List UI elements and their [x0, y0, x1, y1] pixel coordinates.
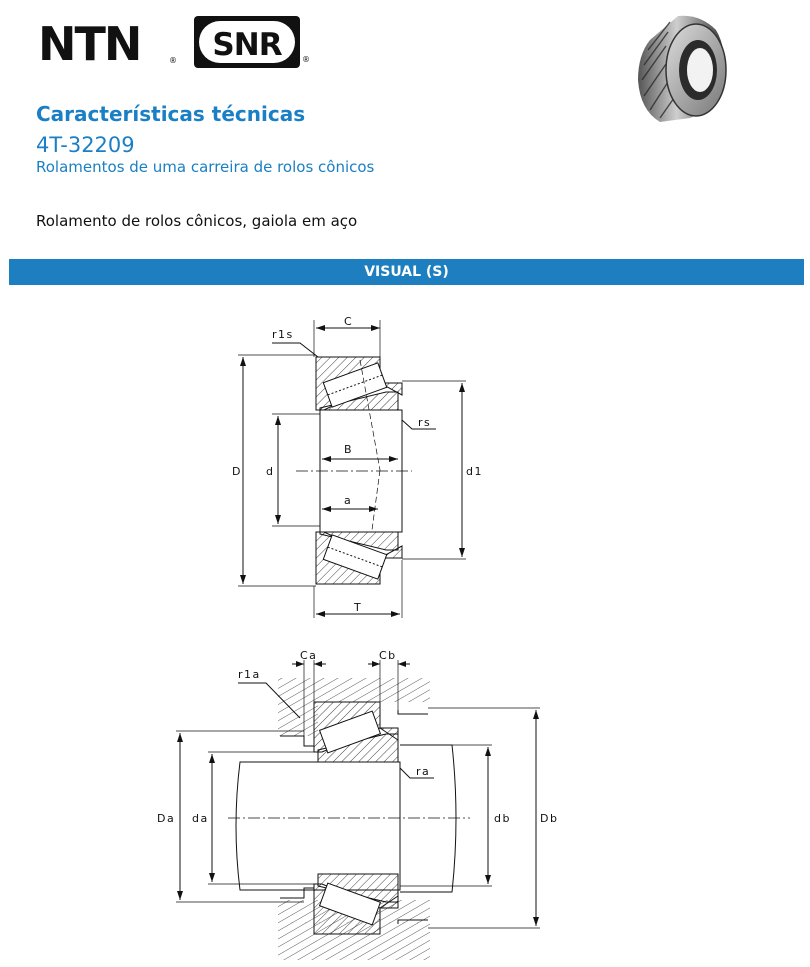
- ntn-logo: [38, 18, 178, 66]
- ntn-registered-mark: ®: [169, 56, 177, 65]
- snr-registered-mark: ®: [302, 55, 310, 64]
- section-header-visual: VISUAL (S): [9, 259, 804, 285]
- dim-label-B: B: [344, 443, 354, 456]
- dim-label-r1a: r1a: [238, 668, 261, 681]
- bearing-dimension-drawing: [0, 300, 810, 630]
- dim-label-rs: rs: [418, 416, 432, 429]
- dim-label-Cb: Cb: [379, 649, 397, 662]
- dim-label-D: D: [232, 465, 242, 478]
- dim-label-db: db: [494, 812, 511, 825]
- dim-label-Db: Db: [540, 812, 559, 825]
- dim-label-ra: ra: [416, 765, 431, 778]
- dim-label-d1: d1: [466, 465, 483, 478]
- page-title: Características técnicas: [36, 102, 306, 126]
- dim-label-T: T: [354, 601, 363, 614]
- snr-logo-text: SNR: [212, 27, 282, 63]
- ntn-logo-text: NTN: [38, 18, 141, 66]
- dim-label-Ca: Ca: [300, 649, 318, 662]
- snr-logo: [192, 14, 312, 70]
- product-reference: 4T-32209: [36, 133, 135, 157]
- dim-label-C: C: [344, 315, 354, 328]
- mounting-dimension-drawing: [0, 640, 810, 967]
- bearing-product-image: [630, 10, 730, 125]
- product-category: Rolamentos de uma carreira de rolos cônicos: [36, 158, 375, 176]
- dim-label-r1s: r1s: [272, 328, 294, 341]
- dim-label-d: d: [266, 465, 275, 478]
- product-description: Rolamento de rolos cônicos, gaiola em aço: [36, 212, 358, 230]
- dim-label-a: a: [344, 494, 353, 507]
- dim-label-da: da: [192, 812, 209, 825]
- dim-label-Da: Da: [157, 812, 176, 825]
